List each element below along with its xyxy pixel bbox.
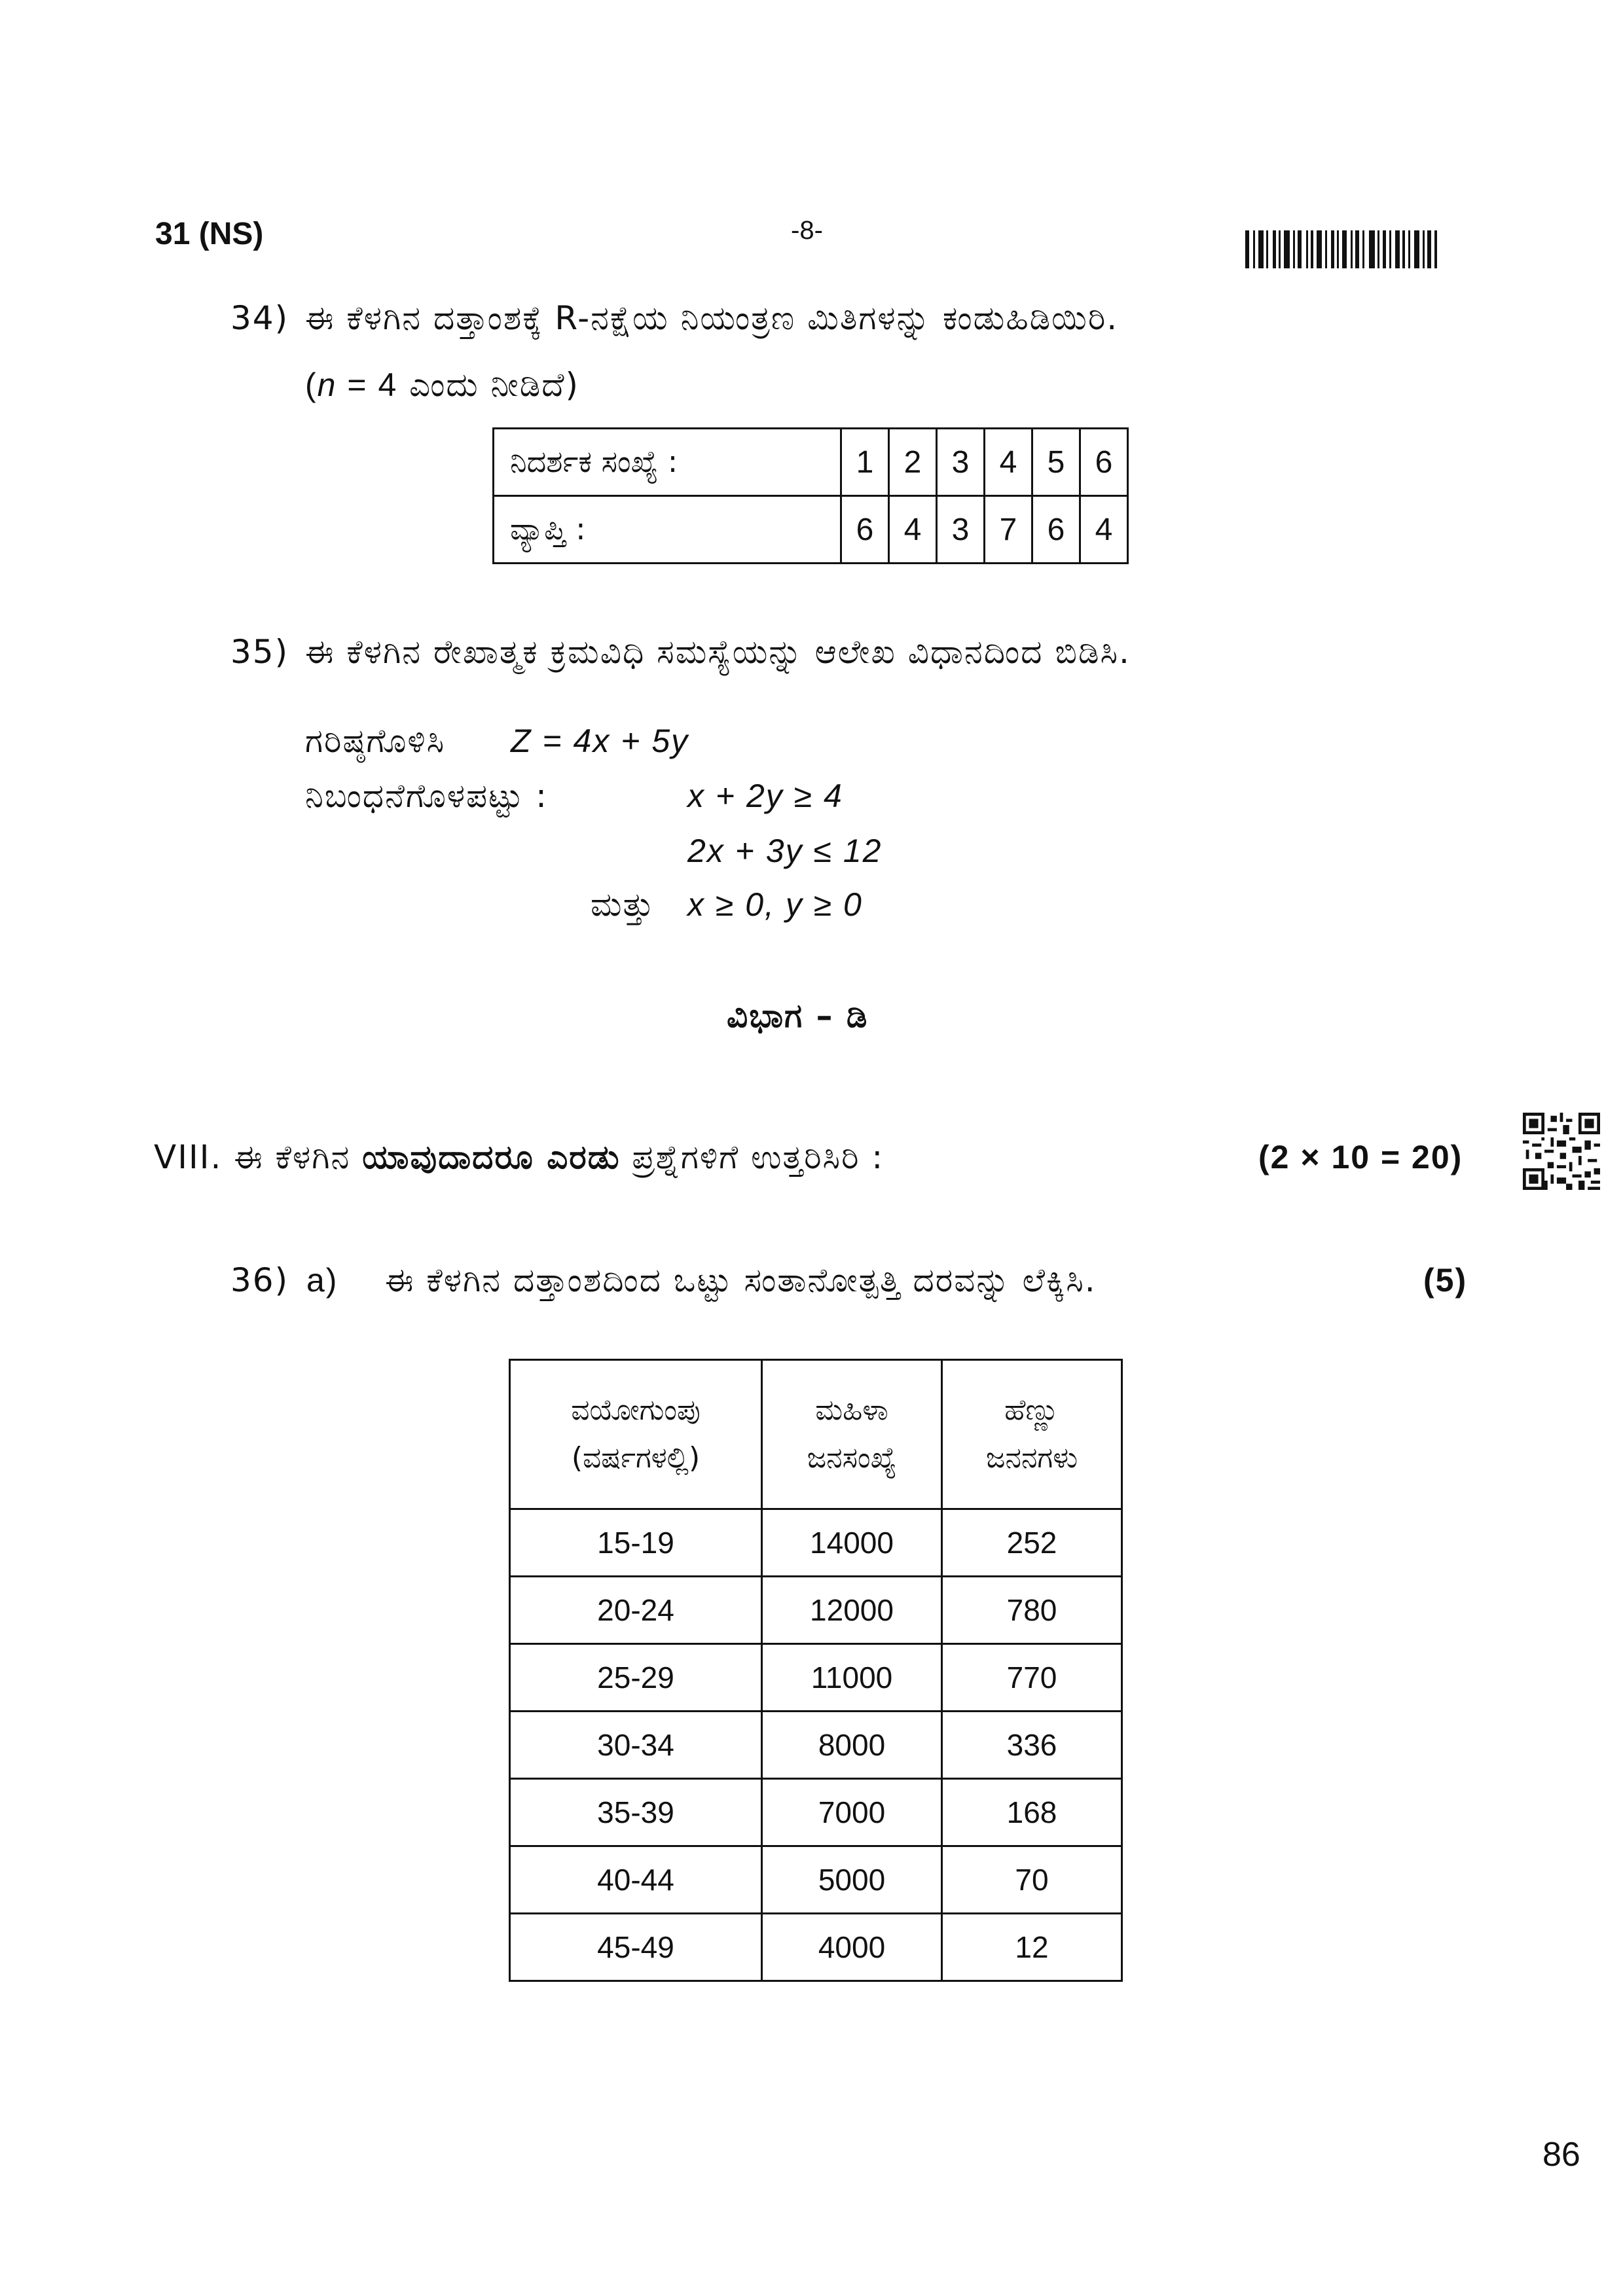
- table-row: [494, 496, 1128, 564]
- q36-part: a): [306, 1262, 338, 1299]
- q35-nonneg: x ≥ 0, y ≥ 0: [687, 886, 863, 923]
- row-label-sample: ನಿದರ್ಶಕ ಸಂಖ್ಯೆ :: [494, 429, 841, 496]
- q34-given-var: n: [317, 367, 337, 403]
- q36-table: [509, 1359, 1123, 1982]
- q34-given: (n = 4 ಎಂದು ನೀಡಿದೆ): [305, 366, 580, 404]
- table-cell: 1: [841, 429, 889, 496]
- table-row: 25-29 11000 770: [510, 1644, 1122, 1712]
- table-cell: 7: [985, 496, 1032, 564]
- q35-objective: Z = 4x + 5y: [511, 723, 689, 759]
- q35-maximize-label: ಗರಿಷ್ಠಗೊಳಿಸಿ: [305, 722, 446, 760]
- q8-instruction: VIII. ಈ ಕೆಳಗಿನ ಯಾವುದಾದರೂ ಎರಡು ಪ್ರಶ್ನೆಗಳಿಗೆ ಉತ್ತರಿಸಿರಿ :: [154, 1138, 884, 1176]
- table-row: 20-24 12000 780: [510, 1577, 1122, 1644]
- page-number: 86: [1542, 2136, 1580, 2174]
- table-cell: 4: [1080, 496, 1128, 564]
- q34-text: ಈ ಕೆಳಗಿನ ದತ್ತಾಂಶಕ್ಕೆ R-ನಕ್ಷೆಯ ನಿಯಂತ್ರಣ ಮಿತಿಗಳನ್ನು ಕಂಡುಹಿಡಿಯಿರಿ.: [305, 299, 1119, 337]
- table-cell: 6: [1032, 496, 1080, 564]
- qr-code-icon: [1523, 1113, 1600, 1190]
- column-header-female-births: ಹೆಣ್ಣು ಜನನಗಳು: [942, 1360, 1122, 1509]
- table-cell: 6: [841, 496, 889, 564]
- q35-text: ಈ ಕೆಳಗಿನ ರೇಖಾತ್ಮಕ ಕ್ರಮವಿಧಿ ಸಮಸ್ಯೆಯನ್ನು ಆಲೇಖ ವಿಧಾನದಿಂದ ಬಿಡಿಸಿ.: [305, 633, 1131, 671]
- section-title: ವಿಭಾಗ – ಡಿ: [727, 997, 869, 1035]
- table-cell: 4: [985, 429, 1032, 496]
- table-header-row: [510, 1360, 1122, 1509]
- table-row: [494, 429, 1128, 496]
- q35-number: 35): [230, 633, 289, 671]
- table-row: 15-19 14000 252: [510, 1509, 1122, 1577]
- page-marker: -8-: [791, 216, 823, 245]
- q36-number: 36): [230, 1261, 289, 1299]
- table-cell: 4: [889, 496, 937, 564]
- q8-marks: (2 × 10 = 20): [1258, 1139, 1463, 1175]
- q35-subject-label: ನಿಬಂಧನೆಗೊಳಪಟ್ಟು :: [305, 777, 548, 815]
- table-cell: 3: [937, 429, 985, 496]
- column-header-female-population: ಮಹಿಳಾ ಜನಸಂಖ್ಯೆ: [762, 1360, 942, 1509]
- table-cell: 6: [1080, 429, 1128, 496]
- table-row: 40-44 5000 70: [510, 1846, 1122, 1914]
- table-row: 30-34 8000 336: [510, 1712, 1122, 1779]
- q34-table: [492, 427, 1129, 564]
- q34-number: 34): [230, 299, 289, 337]
- q35-and-label: ಮತ್ತು: [591, 886, 655, 924]
- table-cell: 3: [937, 496, 985, 564]
- table-cell: 5: [1032, 429, 1080, 496]
- q35-constraint-2: 2x + 3y ≤ 12: [687, 833, 883, 869]
- table-row: 45-49 4000 12: [510, 1914, 1122, 1981]
- table-cell: 2: [889, 429, 937, 496]
- paper-code: 31 (NS): [155, 217, 264, 251]
- barcode: [1245, 230, 1455, 268]
- q36-text: ಈ ಕೆಳಗಿನ ದತ್ತಾಂಶದಿಂದ ಒಟ್ಟು ಸಂತಾನೋತ್ಪತ್ತಿ ದರವನ್ನು ಲೆಕ್ಕಿಸಿ.: [385, 1261, 1097, 1299]
- q36-marks: (5): [1423, 1262, 1468, 1299]
- table-row: 35-39 7000 168: [510, 1779, 1122, 1846]
- q35-constraint-1: x + 2y ≥ 4: [687, 778, 843, 814]
- column-header-age-group: ವಯೋಗುಂಪು (ವರ್ಷಗಳಲ್ಲಿ): [510, 1360, 762, 1509]
- row-label-range: ವ್ಯಾಪ್ತಿ :: [494, 496, 841, 564]
